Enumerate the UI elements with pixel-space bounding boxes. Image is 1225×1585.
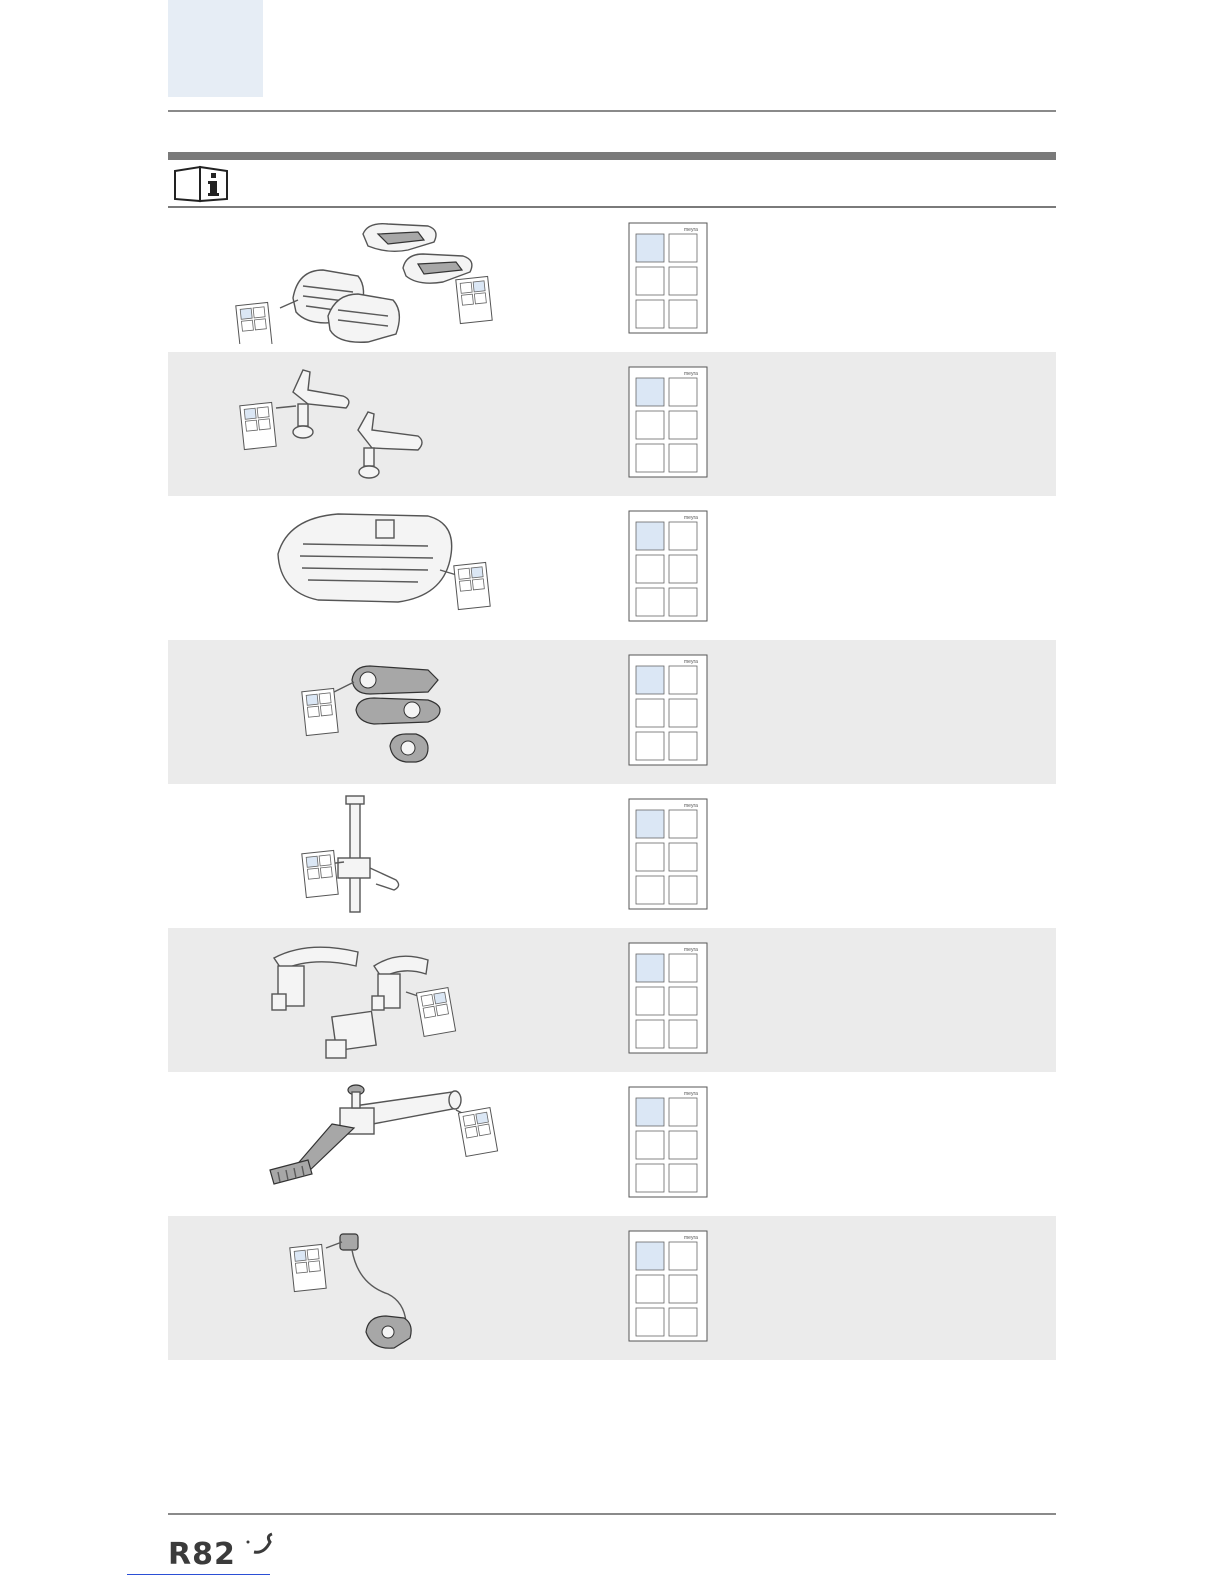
- corner-tab: [168, 0, 263, 97]
- table-row: [168, 496, 1056, 640]
- accessory-table: [168, 208, 1056, 1360]
- leg-straps-icon: [228, 936, 608, 1064]
- user-manual-thumbnail-icon: [628, 942, 708, 1054]
- manual-brand: meyra: [684, 1091, 698, 1097]
- crank-handle-icon: [228, 1080, 608, 1208]
- user-manual-thumbnail-icon: [628, 222, 708, 334]
- user-manual-thumbnail-icon: [628, 1086, 708, 1198]
- manual-brand: meyra: [684, 947, 698, 953]
- foot-support-bracket-icon: [228, 360, 608, 488]
- base-plate-icon: [228, 504, 608, 632]
- table-row: [168, 784, 1056, 928]
- table-row: [168, 928, 1056, 1072]
- manual-brand: meyra: [684, 515, 698, 521]
- footer-link-underline[interactable]: [127, 1574, 270, 1575]
- manual-brand: meyra: [684, 371, 698, 377]
- cable-brake-icon: [228, 1224, 608, 1352]
- table-row: [168, 640, 1056, 784]
- table-row: [168, 208, 1056, 352]
- manual-brand: meyra: [684, 659, 698, 665]
- user-manual-thumbnail-icon: [628, 510, 708, 622]
- adapter-plates-icon: [228, 648, 608, 776]
- footer-rule: [168, 1513, 1056, 1515]
- table-row: [168, 352, 1056, 496]
- top-rule: [168, 110, 1056, 112]
- table-row: [168, 1216, 1056, 1360]
- r82-logo: [168, 1532, 278, 1568]
- manual-brand: meyra: [684, 227, 698, 233]
- user-manual-thumbnail-icon: [628, 366, 708, 478]
- table-row: [168, 1072, 1056, 1216]
- instruction-manual-info-icon: [173, 163, 229, 203]
- user-manual-thumbnail-icon: [628, 654, 708, 766]
- user-manual-thumbnail-icon: [628, 798, 708, 910]
- footplate-pair-icon: [228, 216, 608, 344]
- manual-brand: meyra: [684, 1235, 698, 1241]
- table-header-bar: [168, 152, 1056, 160]
- manual-brand: meyra: [684, 803, 698, 809]
- user-manual-thumbnail-icon: [628, 1230, 708, 1342]
- push-handle-tube-icon: [228, 792, 608, 920]
- logo-text: R82: [168, 1537, 236, 1568]
